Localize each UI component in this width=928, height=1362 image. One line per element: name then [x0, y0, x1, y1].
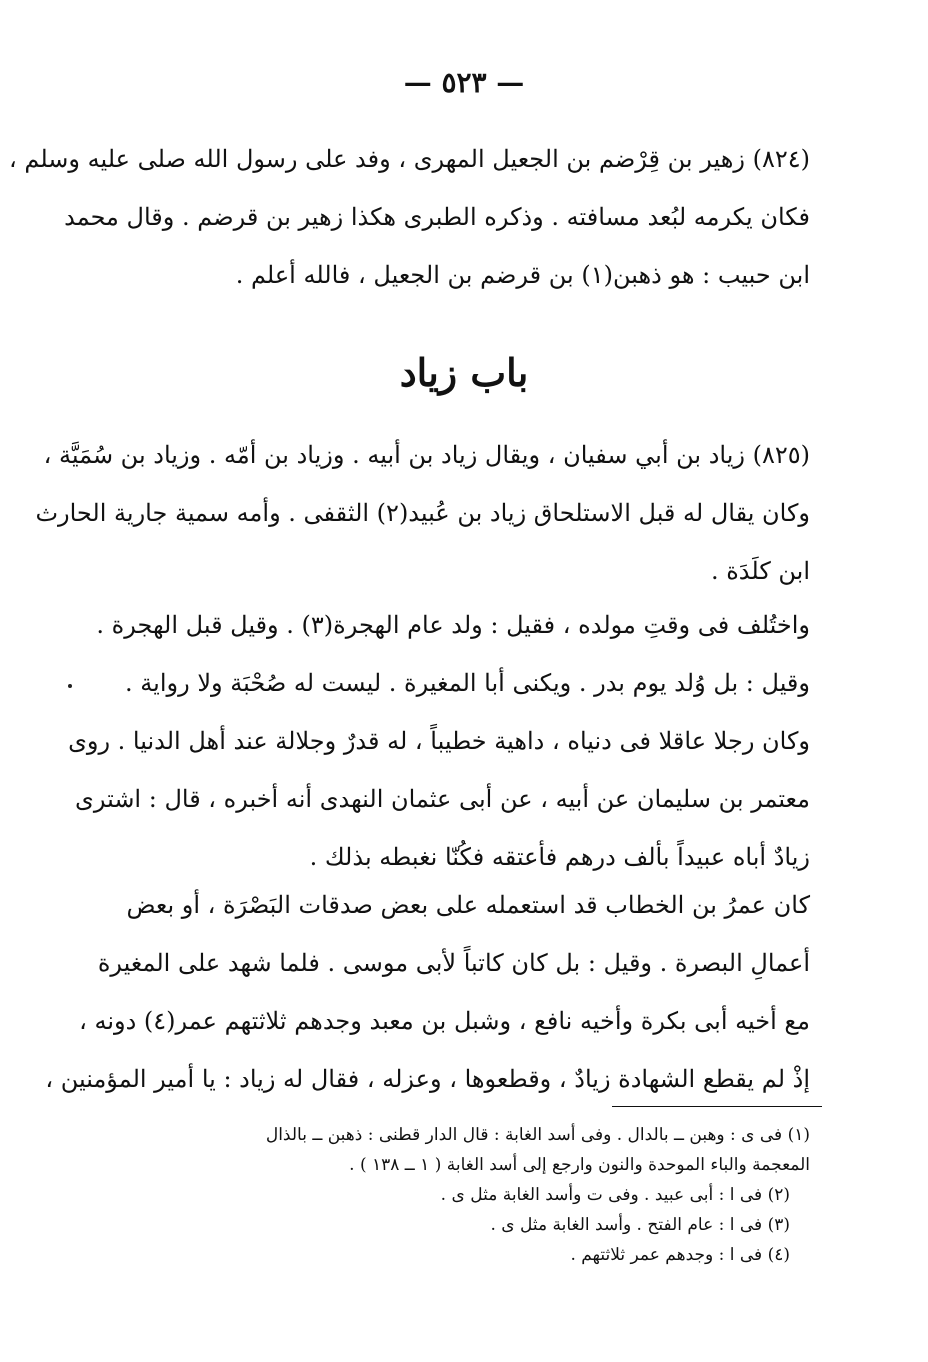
text-line: (٨٢٥) زياد بن أبي سفيان ، ويقال زياد بن أبيه . وزياد بن أمّه . وزياد بن سُمَيَّة ، — [43, 441, 810, 469]
text-line: (٨٢٤) زهير بن قِرْضم بن الجعيل المهرى ، وفد على رسول الله صلى عليه وسلم ، — [8, 145, 810, 173]
text-line: فكان يكرمه لبُعد مسافته . وذكره الطبرى هكذا زهير بن قرضم . وقال محمد — [64, 203, 810, 231]
page-number: — ٥٢٣ — — [403, 66, 525, 99]
text-line: وقيل : بل وُلد يوم بدر . ويكنى أبا المغيرة . ليست له صُحْبَة ولا رواية . — [125, 669, 810, 697]
text-line: ابن حبيب : هو ذهبن(١) بن قرضم بن الجعيل ، فالله أعلم . — [235, 261, 810, 289]
text-line: أعمالِ البصرة . وقيل : بل كان كاتباً لأبى موسى . فلما شهد على المغيرة — [97, 949, 810, 977]
footnote-line: (٣) فى ا : عام الفتح . وأسد الغابة مثل ى . — [490, 1215, 790, 1235]
text-line: وكان رجلا عاقلا فى دنياه ، داهية خطيباً ، له قدرٌ وجلالة عند أهل الدنيا . روى — [68, 727, 810, 755]
text-line: معتمر بن سليمان عن أبيه ، عن أبى عثمان النهدى أنه أخبره ، قال : اشترى — [75, 785, 810, 813]
section-heading: باب زياد — [399, 350, 529, 395]
paragraph-birth — [68, 596, 810, 886]
stray-mark — [68, 684, 72, 688]
footnote-line: (٢) فى ا : أبى عبيد . وفى ت وأسد الغابة مثل ى . — [440, 1185, 790, 1205]
text-line: واختُلف فى وقتِ مولده ، فقيل : ولد عام الهجرة(٣) . وقيل قبل الهجرة . — [96, 611, 810, 639]
footnote-line: المعجمة والباء الموحدة والنون وارجع إلى أسد الغابة ( ١ ــ ١٣٨ ) . — [349, 1155, 810, 1175]
text-line: ابن كلَدَة . — [710, 557, 810, 585]
entry-824 — [8, 130, 810, 304]
text-line: كان عمرُ بن الخطاب قد استعمله على بعض صدقات البَصْرَة ، أو بعض — [126, 891, 810, 919]
text-line: مع أخيه أبى بكرة وأخيه نافع ، وشبل بن معبد وجدهم ثلاثتهم عمر(٤) دونه ، — [79, 1007, 810, 1035]
footnote-line: (٤) فى ا : وجدهم عمر ثلاثتهم . — [570, 1245, 790, 1265]
text-line: إذْ لم يقطع الشهادة زيادٌ ، وقطعوها ، وعزله ، فقال له زياد : يا أمير المؤمنين ، — [45, 1065, 810, 1093]
text-line: زيادٌ أباه عبيداً بألف درهم فأعتقه فكُنّا نغبطه بذلك . — [309, 843, 810, 871]
text-line: وكان يقال له قبل الاستلحاق زياد بن عُبيد(٢) الثقفى . وأمه سمية جارية الحارث — [35, 499, 810, 527]
footnote-divider — [612, 1106, 822, 1107]
footnote-line: (١) فى ى : وهبن ــ بالدال . وفى أسد الغابة : قال الدار قطنى : ذهبن ــ بالذال — [265, 1125, 810, 1145]
footnotes — [160, 1120, 810, 1270]
paragraph-umar — [45, 876, 810, 1108]
entry-825 — [35, 426, 810, 600]
